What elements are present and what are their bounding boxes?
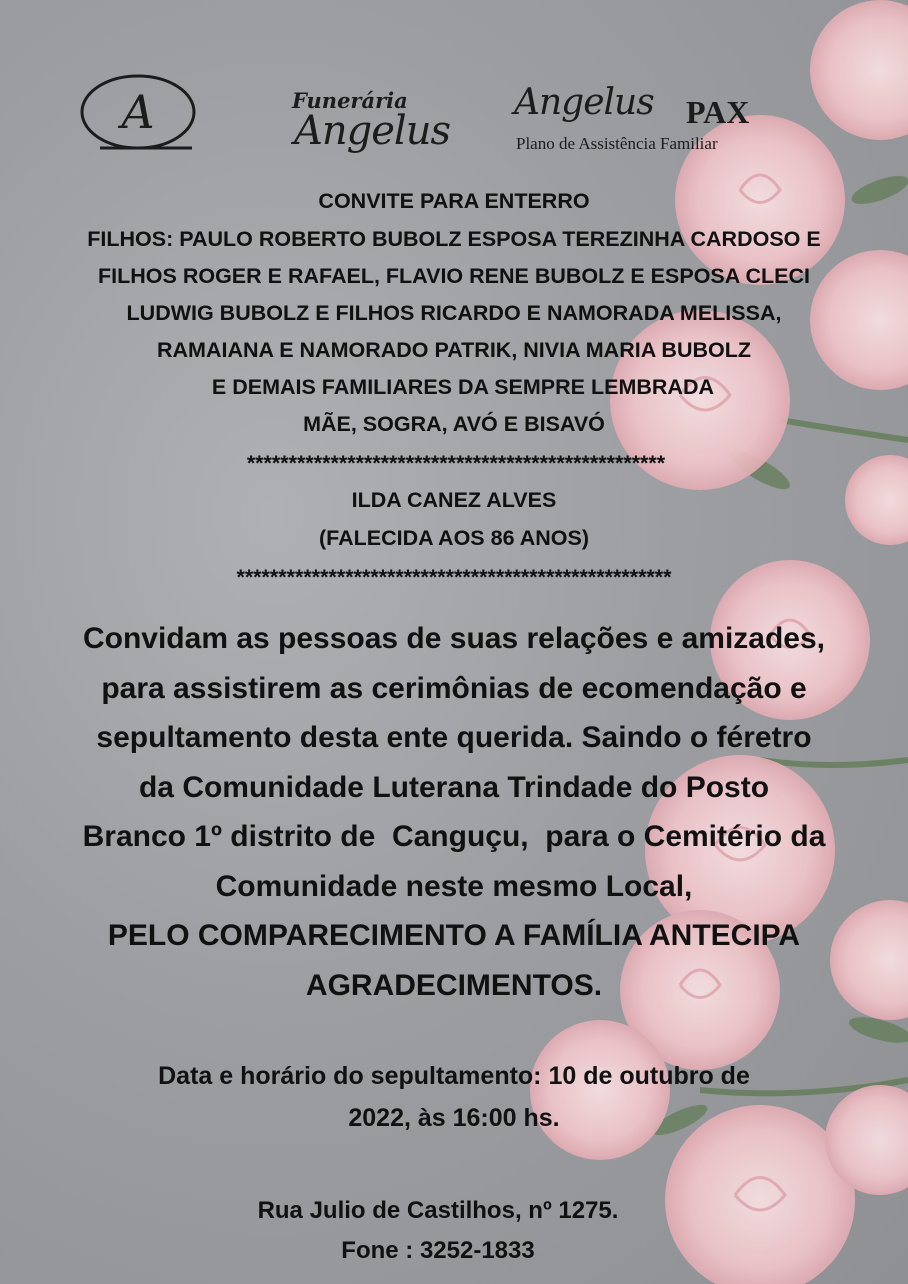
deceased-age: (FALECIDA AOS 86 ANOS) bbox=[319, 526, 589, 550]
phone: Fone : 3252-1833 bbox=[341, 1237, 535, 1264]
funeraria-label: Funerária bbox=[292, 88, 408, 113]
address: Rua Julio de Castilhos, nº 1275. bbox=[257, 1197, 619, 1224]
message-line: da Comunidade Luterana Trindade do Posto bbox=[138, 771, 770, 804]
monogram-icon bbox=[80, 72, 200, 156]
pax-wordmark: PAX bbox=[686, 94, 750, 130]
message-line: Branco 1º distrito de Canguçu, para o Cemitério da bbox=[82, 820, 826, 853]
angelus-wordmark: Angelus bbox=[294, 108, 451, 154]
message-line: AGRADECIMENTOS. bbox=[305, 969, 603, 1002]
message-line: Convidam as pessoas de suas relações e amizades, bbox=[82, 622, 826, 655]
burial-date-line: Data e horário do sepultamento: 10 de outubro de bbox=[158, 1062, 750, 1090]
pax-tagline: Plano de Assistência Familiar bbox=[516, 134, 718, 153]
burial-date-line: 2022, às 16:00 hs. bbox=[348, 1104, 560, 1132]
message-line: PELO COMPARECIMENTO A FAMÍLIA ANTECIPA bbox=[107, 919, 801, 952]
pax-angelus-wordmark: Angelus bbox=[514, 82, 654, 123]
invitation-title: CONVITE PARA ENTERRO bbox=[318, 189, 590, 213]
funeraria-angelus-logo bbox=[80, 68, 451, 158]
monogram-letter: A bbox=[121, 85, 155, 139]
message-line: sepultamento desta ente querida. Saindo o féretro bbox=[96, 721, 812, 754]
separator: ************************************************** bbox=[246, 451, 666, 475]
family-line: FILHOS ROGER E RAFAEL, FLAVIO RENE BUBOLZ E ESPOSA CLECI bbox=[98, 264, 810, 288]
family-line: LUDWIG BUBOLZ E FILHOS RICARDO E NAMORADA MELISSA, bbox=[126, 301, 782, 325]
message-line: Comunidade neste mesmo Local, bbox=[215, 870, 693, 903]
separator: **************************************************** bbox=[236, 565, 672, 589]
family-line: E DEMAIS FAMILIARES DA SEMPRE LEMBRADA bbox=[193, 375, 714, 399]
deceased-name: ILDA CANEZ ALVES bbox=[351, 488, 557, 512]
family-line: MÃE, SOGRA, AVÓ E BISAVÓ bbox=[303, 412, 605, 436]
angelus-pax-logo bbox=[510, 72, 790, 162]
message-line: para assistirem as cerimônias de ecomendação e bbox=[101, 672, 807, 705]
family-line: FILHOS: PAULO ROBERTO BUBOLZ ESPOSA TEREZINHA CARDOSO E bbox=[87, 227, 821, 251]
family-line: RAMAIANA E NAMORADO PATRIK, NIVIA MARIA BUBOLZ bbox=[156, 338, 751, 362]
